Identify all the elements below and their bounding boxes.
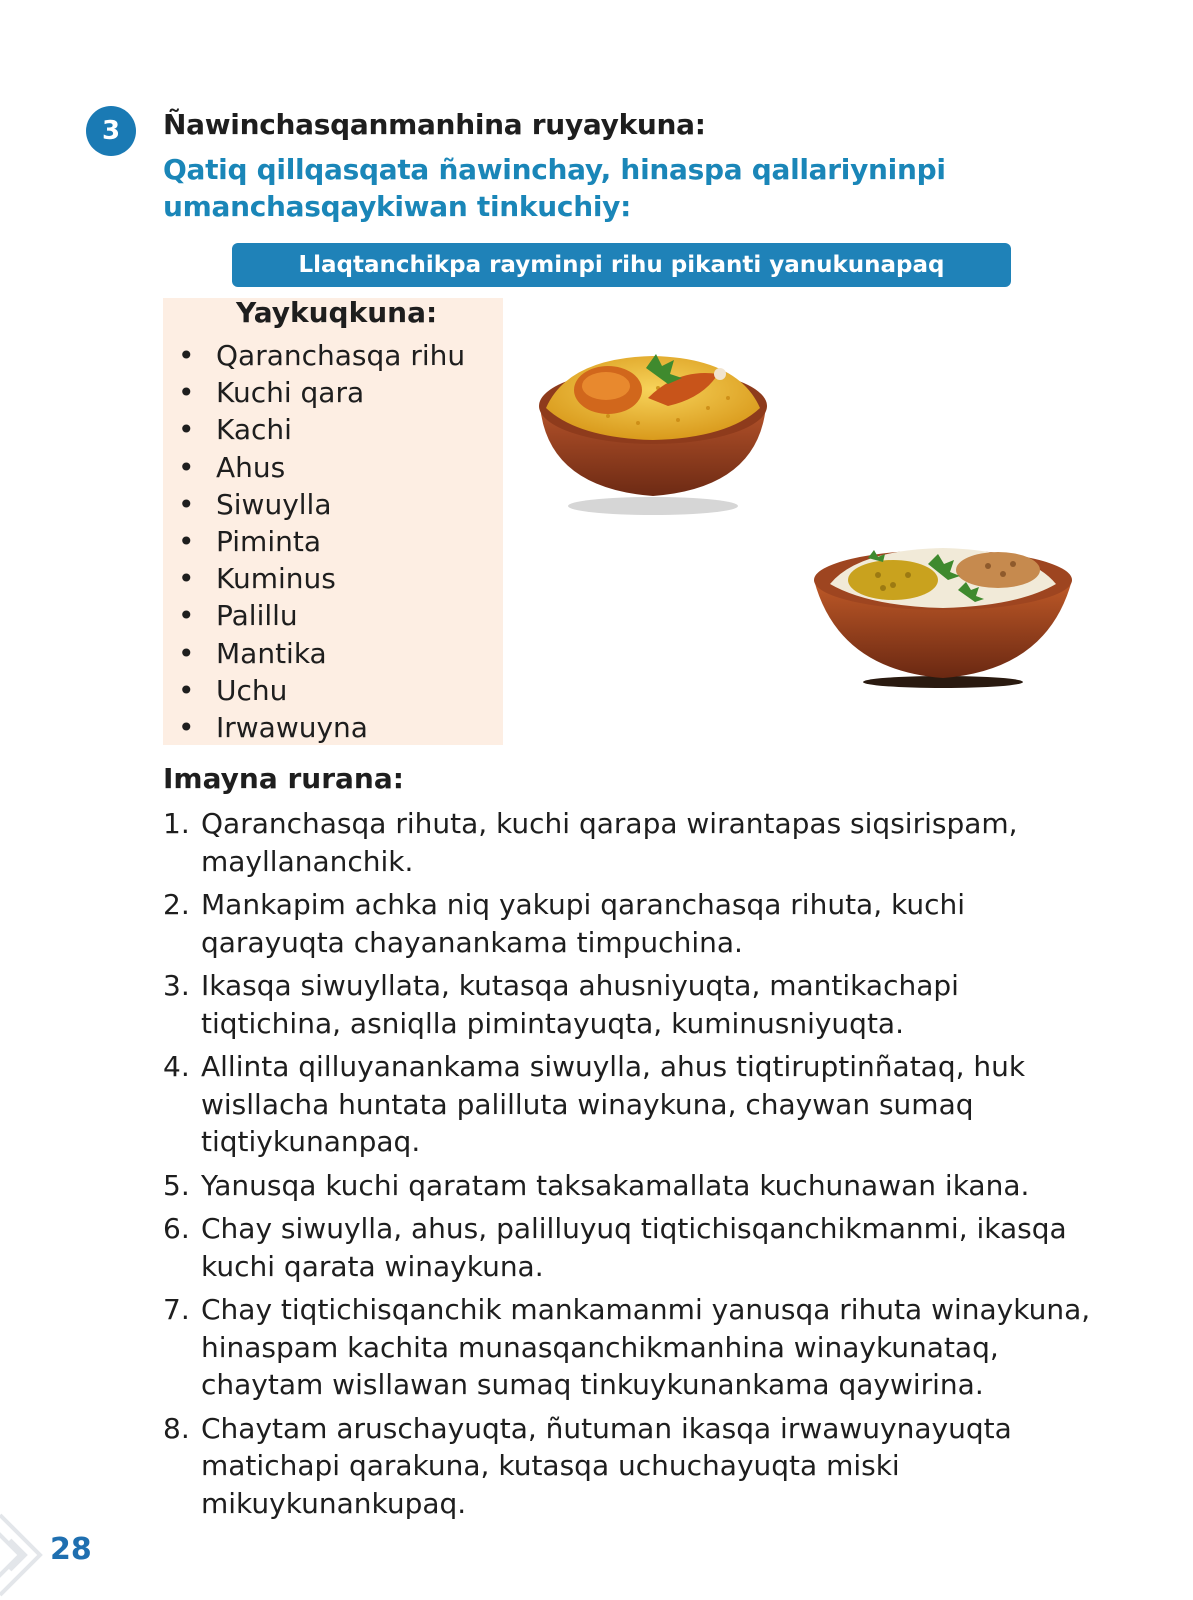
step-number: 6. [163,1212,190,1245]
method-title: Imayna rurana: [163,762,404,795]
step-number: 7. [163,1293,190,1326]
rice-bowl-chicken-illustration [528,328,778,518]
step-text: Mankapim achka niq yakupi qaranchasqa rihuta, kuchi qarayuqta chayanankama timpuchina. [201,888,966,959]
ingredients-title: Yaykuqkuna: [236,296,438,329]
step-number: 3. [163,969,190,1002]
ingredient-label: Kuchi qara [216,376,365,410]
step-number: 8. [163,1411,190,1445]
step-number: 1. [163,807,190,840]
ingredient-label: Kachi [216,413,292,447]
ingredient-label: Palillu [216,599,298,633]
ingredient-item [172,597,465,634]
bullet: • [178,376,195,410]
method-step [163,1410,1093,1523]
ingredient-item [172,672,465,709]
ingredient-item [172,560,465,597]
ingredient-label: Uchu [216,673,288,707]
ingredient-label: Irwawuyna [216,711,368,745]
section-number-badge: 3 [86,106,136,156]
ingredient-item [172,523,465,560]
method-step [163,1167,1093,1205]
ingredients-list [172,337,465,746]
method-steps-list [163,805,1093,1528]
ingredient-item [172,337,465,374]
step-text: Chay tiqtichisqanchik mankamanmi yanusqa rihuta winaykuna, hinaspam kachita munasqanchikmanhina winaykunataq, chaytam wisllawan sumaq tinkuykunankama qaywirina. [201,1293,1091,1401]
ingredient-item [172,709,465,746]
ingredient-label: Ahus [216,450,286,484]
step-text: Chay siwuylla, ahus, palilluyuq tiqtichisqanchikmanmi, ikasqa kuchi qarata winaykuna. [201,1212,1067,1283]
step-text: Yanusqa kuchi qaratam taksakamallata kuchunawan ikana. [201,1168,1030,1202]
bullet: • [178,487,195,521]
section-subheading: Qatiq qillqasqata ñawinchay, hinaspa qallariyninpi umanchasqaykiwan tinkuchiy: [163,153,946,223]
method-step [163,1291,1093,1404]
ingredient-item [172,411,465,448]
ingredient-item [172,374,465,411]
bullet: • [178,562,195,596]
ingredient-item [172,449,465,486]
step-text: Ikasqa siwuyllata, kutasqa ahusniyuqta, mantikachapi tiqtichina, asniqlla pimintayuqta, kuminusniyuqta. [201,969,959,1040]
step-text: Allinta qilluyanankama siwuylla, ahus tiqtiruptinñataq, huk wisllacha huntata palilluta winaykuna, chaywan sumaq tiqtiykunanpaq. [201,1050,1026,1158]
method-step [163,1210,1093,1285]
bullet: • [178,450,195,484]
ingredient-label: Qaranchasqa rihu [216,339,466,372]
ingredient-item [172,486,465,523]
section-heading: Ñawinchasqanmanhina ruyaykuna: [163,108,706,141]
step-number: 4. [163,1050,190,1083]
bullet: • [178,711,195,745]
method-step [163,805,1093,880]
bullet: • [178,413,195,447]
bullet: • [178,599,195,633]
ingredient-label: Kuminus [216,562,336,596]
step-number: 5. [163,1168,190,1202]
ingredient-label: Piminta [216,525,321,559]
page-number: 28 [50,1532,92,1567]
ingredient-label: Siwuylla [216,487,332,521]
bullet: • [178,636,195,670]
rice-bowl-pork-illustration [808,530,1078,690]
step-text: Qaranchasqa rihuta, kuchi qarapa wirantapas siqsirispam, mayllananchik. [201,807,1018,878]
step-text: Chaytam aruschayuqta, ñutuman ikasqa irwawuynayuqta matichapi qarakuna, kutasqa uchuchayuqta miski mikuykunankupaq. [201,1411,1012,1520]
method-step [163,967,1093,1042]
bullet: • [178,339,195,372]
method-step [163,886,1093,961]
bullet: • [178,673,195,707]
recipe-title-banner: Llaqtanchikpa rayminpi rihu pikanti yanukunapaq [232,243,1011,287]
bullet: • [178,525,195,559]
ingredient-label: Mantika [216,636,327,670]
method-step [163,1048,1093,1161]
step-number: 2. [163,888,190,921]
ingredient-item [172,635,465,672]
